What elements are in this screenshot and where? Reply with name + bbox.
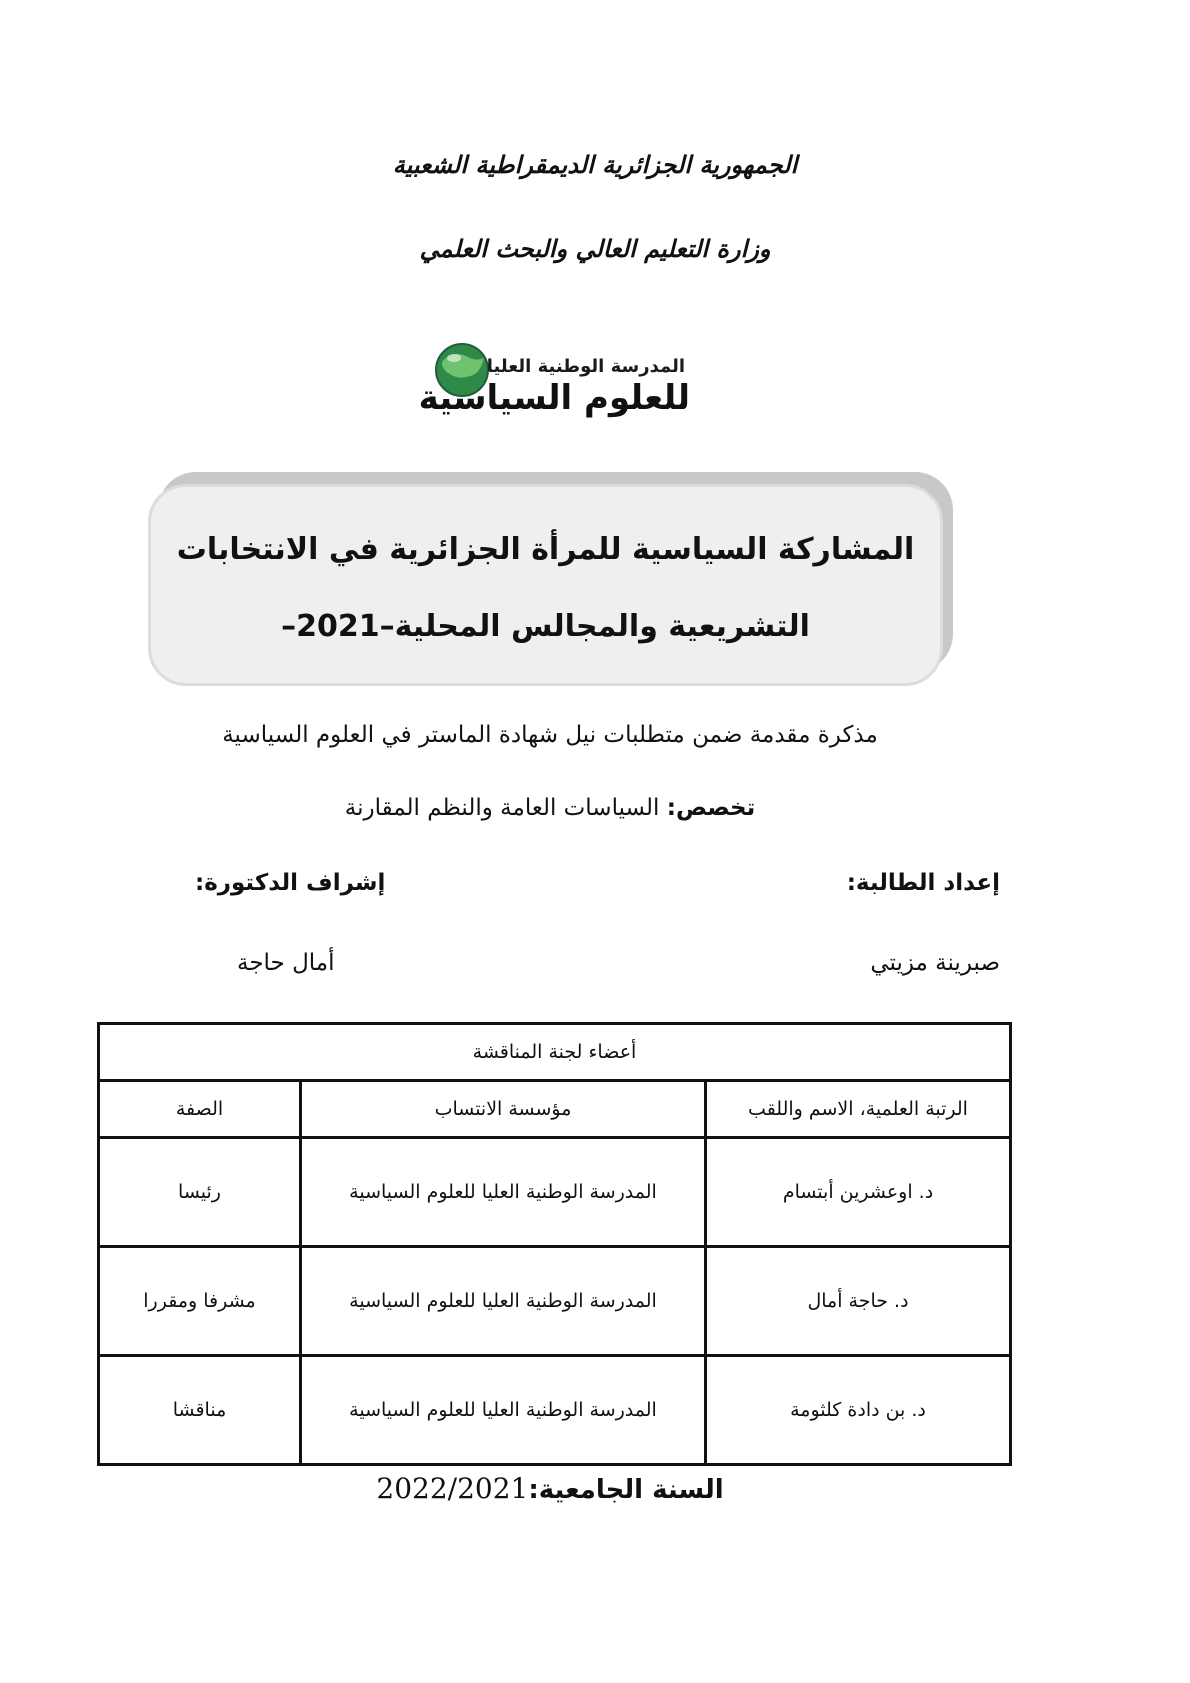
- jury-member-name: د. اوعشرين أبتسام: [706, 1138, 1011, 1247]
- jury-member-name: د. بن دادة كلثومة: [706, 1356, 1011, 1465]
- col-header-role: الصفة: [99, 1081, 301, 1138]
- jury-member-institution: المدرسة الوطنية العليا للعلوم السياسية: [301, 1247, 706, 1356]
- jury-member-institution: المدرسة الوطنية العليا للعلوم السياسية: [301, 1356, 706, 1465]
- jury-table: [97, 1022, 1012, 1466]
- table-row: [99, 1356, 1011, 1465]
- table-row: [99, 1138, 1011, 1247]
- jury-member-role: رئيسا: [99, 1138, 301, 1247]
- jury-table-title: أعضاء لجنة المناقشة: [99, 1024, 1011, 1081]
- supervisor-name: أمال حاجة: [237, 950, 335, 976]
- col-header-name: الرتبة العلمية، الاسم واللقب: [706, 1081, 1011, 1138]
- thesis-title-line1: المشاركة السياسية للمرأة الجزائرية في الانتخابات: [176, 532, 915, 567]
- specialty-value: السياسات العامة والنظم المقارنة: [344, 795, 667, 821]
- student-name: صبرينة مزيتي: [870, 950, 1000, 976]
- jury-member-institution: المدرسة الوطنية العليا للعلوم السياسية: [301, 1138, 706, 1247]
- academic-year-value: 2022/2021: [376, 1472, 529, 1505]
- memo-statement: مذكرة مقدمة ضمن متطلبات نيل شهادة الماستر في العلوم السياسية: [222, 722, 878, 748]
- specialty-label: تخصص:: [666, 795, 756, 821]
- title-box-panel: [148, 484, 943, 686]
- school-logo: [380, 310, 710, 430]
- prepared-by-label: إعداد الطالبة:: [846, 870, 1000, 896]
- thesis-title-line2: التشريعية والمجالس المحلية–2021–: [281, 609, 810, 644]
- jury-member-role: مناقشا: [99, 1356, 301, 1465]
- jury-member-role: مشرفا ومقررا: [99, 1247, 301, 1356]
- table-row: [99, 1247, 1011, 1356]
- logo-text-field: للعلوم السياسية: [418, 378, 690, 418]
- thesis-title-box: [148, 480, 943, 700]
- academic-year: [0, 1472, 1100, 1505]
- republic-header: الجمهورية الجزائرية الديمقراطية الشعبية: [392, 150, 798, 179]
- supervised-by-label: إشراف الدكتورة:: [195, 870, 386, 896]
- col-header-institution: مؤسسة الانتساب: [301, 1081, 706, 1138]
- logo-text-school: المدرسة الوطنية العليا: [486, 356, 685, 377]
- jury-member-name: د. حاجة أمال: [706, 1247, 1011, 1356]
- ministry-header: وزارة التعليم العالي والبحث العلمي: [419, 234, 771, 263]
- specialty-line: [0, 795, 1100, 821]
- academic-year-label: السنة الجامعية:: [528, 1475, 724, 1505]
